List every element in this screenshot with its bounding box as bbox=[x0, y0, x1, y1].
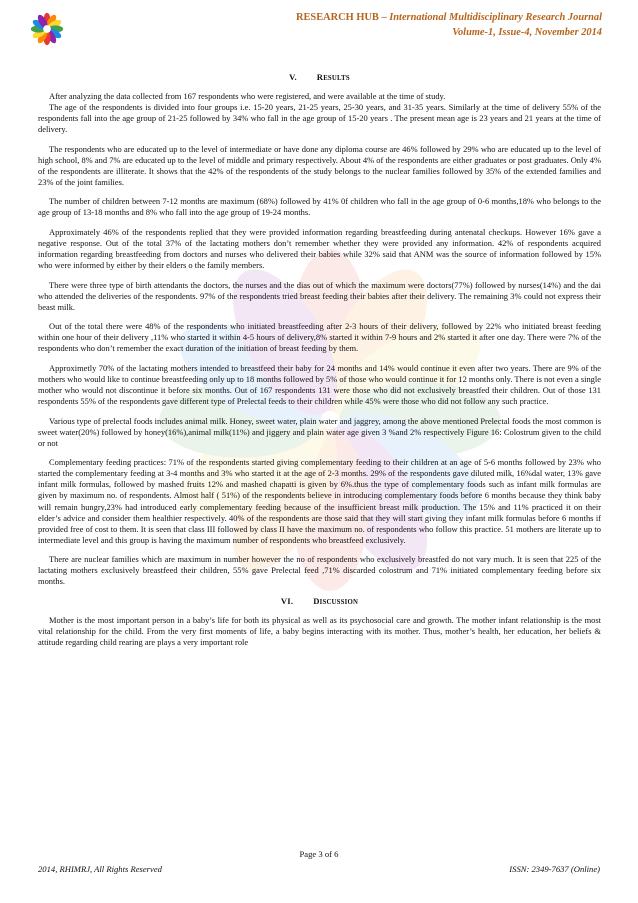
journal-title-line: RESEARCH HUB – International Multidisciplinary Research Journal bbox=[295, 12, 602, 23]
paragraph: There are nuclear families which are maximum in number however the no of respondents who exclusively breastfed do not vary much. It is seen that 225 of the lactating mothers exclusively breastfeed their children, 55% gave Prelectal feed ,71% discarded colostrum and 71% initiated complementary feeding before six months. bbox=[38, 554, 601, 587]
paragraph: Various type of prelectal foods includes animal milk. Honey, sweet water, plain water and jaggrey, among the above mentioned Prelectal foods the most common is sweet water(20%) followed by honey(16%),animal milk(11%) and jiggery and plain water age given 3 %and 2% respectively Figure 16: Colostrum given to the child or not bbox=[38, 415, 602, 448]
paragraph: The respondents who are educated up to the level of intermediate or have done any diploma course are 46% followed by 29% who are educated up to the level of high school, 8% and 7% are educated up to the level of middle and primary respectively. About 4% of the respondents are either graduates or post graduates. Only 4% of the respondents are illiterate. It shows that the 42% of the respondents of the study belongs to the nuclear families followed by 35% of the extended families and 23% of the joint families. bbox=[38, 143, 601, 187]
paragraph: The number of children between 7-12 months are maximum (68%) followed by 41% 0f children who fall in the age group of 0-6 months,18% who belongs to the age group of 13-18 months and 8% who fall into the age group of 19-24 months. bbox=[38, 196, 601, 218]
page-number: Page 3 of 6 bbox=[299, 849, 339, 859]
journal-name: RESEARCH HUB bbox=[295, 12, 379, 23]
section-heading-results: V. RESULTS bbox=[289, 72, 350, 82]
paragraph: Approximately 46% of the respondents replied that they were provided information regarding breastfeeding during antenatal checkups. However 16% gave a negative response. Out of the total 37% of the lactating mothers don’t remember whether they were provided any information. 42% of respondents acquired information regarding breastfeeding from doctors and nurses who delivered their babies while 32% said that ANM was the source of information followed by 15% who were informed by either by their elders o the family members. bbox=[38, 227, 601, 271]
paragraph: Complementary feeding practices: 71% of the respondents started giving complementary feeding to their children at an age of 5-6 months followed by 23% who started the complementary feeding at 3-4 months and 3% who started it at the age of 2-3 months. 29% of the respondents gave diluted milk, 16%dal water, 13% gave infant milk formulas, followed by mashed fruits 12% and mashed chapatti is given by 6%.thus the type of complementary foods such as infant milk formulas are given by maximum no. of respondents. Almost half ( 51%) of the respondents believe in introducing complementary foods before 6 months because they think baby will remain hungry,23% had introduced early complementary feeding because of the insufficient breast milk production. The 15% and 11% practiced it on their elder’s advice and consider them healthier respectively. 40% of the respondents are those said that they will start giving they infant milk formulas before 6 months if provided free of cost to them. It is seen that class III followed by class II have the maximum no. of respondents who follow this practice. 51 mothers are literate up to intermediate level and this group is having the maximum number of respondents who breastfeed exclusively. bbox=[38, 457, 601, 545]
journal-volume: Volume-1, Issue-4, November 2014 bbox=[452, 27, 602, 38]
paragraph: Mother is the most important person in a baby’s life for both its physical as well as its psychosocial care and growth. The mother infant relationship is the most vital relationship for the child. From the very first moments of life, a baby begins interacting with its mother. Thus, mother’s health, her education, her beliefs & attitude regarding child rearing are plays a very important role bbox=[38, 614, 601, 647]
paragraph: The age of the respondents is divided into four groups i.e. 15-20 years, 21-25 years, 25-30 years, and 31-35 years. Similarly at the time of delivery 55% of the respondents fall into the age group of 21-25 followed by 34% who fall in the age group of 15-20 years . The present mean age is 23 years and 21 years at the time of delivery. bbox=[38, 102, 601, 135]
section-number: V. bbox=[289, 72, 297, 82]
paragraph: Approximetly 70% of the lactating mothers intended to breastfeed their baby for 24 months and 14% would continue it even after two years. There are 9% of the mothers who would like to continue breastfeeding only up to 18 months followed by 5% of those who would continue it for 12 months only. There is not even a single mother who would not discontinue it before six months. Out of 167 respondents 131 were those who did not exclusively breastfed their children. Out of those 131 respondents 55% of the respondents gave different type of Prelectal feeds to their children while 45% were those who did not follow any such practice. bbox=[38, 362, 601, 407]
footer-issn: ISSN: 2349-7637 (Online) bbox=[509, 864, 600, 874]
paragraph: After analyzing the data collected from 167 respondents who were registered, and were available at the time of study. bbox=[49, 91, 446, 102]
footer-copyright: 2014, RHIMRJ, All Rights Reserved bbox=[38, 864, 162, 874]
section-number: VI. bbox=[280, 595, 294, 606]
journal-subtitle: International Multidisciplinary Research Journal bbox=[389, 12, 602, 23]
article-body bbox=[38, 72, 601, 657]
journal-logo-icon bbox=[30, 12, 64, 46]
section-heading-discussion: VI. DISCUSSION bbox=[280, 595, 359, 606]
paragraph: There were three type of birth attendants the doctors, the nurses and the dias out of which the maximum were doctors(77%) followed by nurses(14%) and the dai who attended the deliveries of the respondents. 97% of the respondents tried breast feeding their babies after their delivery. The remaining 3% could not express their beast milk. bbox=[38, 279, 601, 312]
paragraph: Out of the total there were 48% of the respondents who initiated breastfeeding after 2-3 hours of their delivery, followed by 22% who initiated breast feeding within one hour of their delivery ,11% who started it within 4-5 hours of delivery,8% started it within 7-9 hours and 2% started it after one day. There were 7% of the respondents who don’t remember the exact duration of the initiation of breast feeding by them. bbox=[38, 321, 601, 354]
page-header bbox=[296, 10, 602, 40]
